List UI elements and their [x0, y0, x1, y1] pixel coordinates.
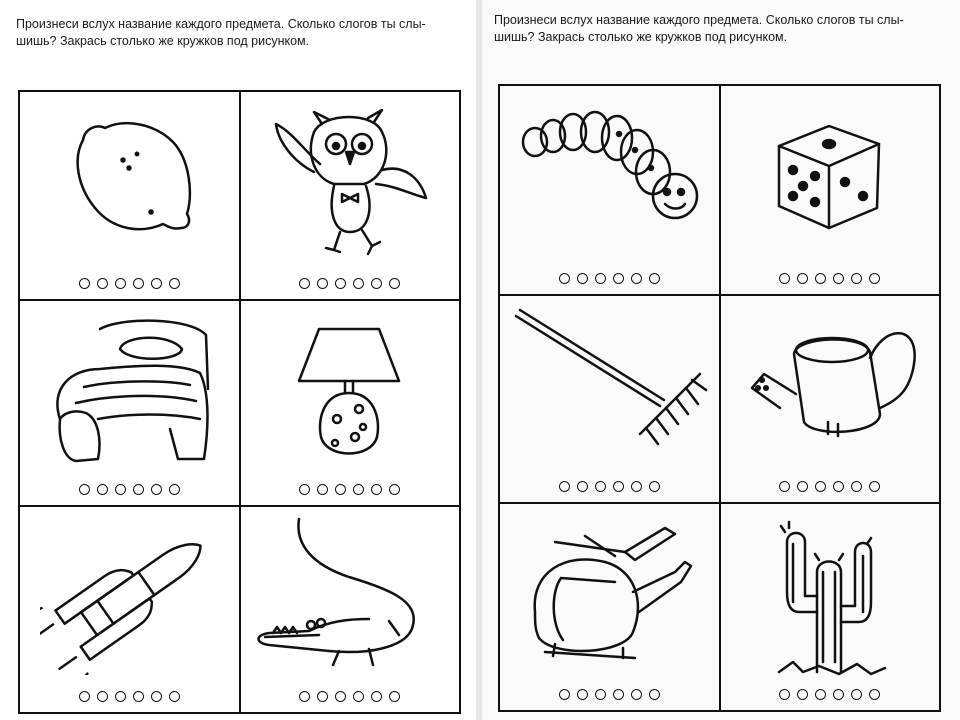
instruction-line-2: шишь? Закрась столько же кружков под рисунком. [494, 30, 788, 44]
syllable-circle[interactable] [577, 481, 588, 492]
syllable-circle[interactable] [851, 273, 862, 284]
syllable-circle[interactable] [317, 278, 328, 289]
syllable-circle[interactable] [779, 689, 790, 700]
syllable-circles [500, 481, 720, 492]
syllable-circle[interactable] [869, 273, 880, 284]
syllable-circle[interactable] [577, 689, 588, 700]
syllable-circle[interactable] [595, 273, 606, 284]
syllable-circle[interactable] [833, 481, 844, 492]
syllable-circles [720, 689, 940, 700]
syllable-circle[interactable] [631, 273, 642, 284]
picture-cell-owl [240, 92, 460, 299]
caterpillar-icon [515, 96, 705, 246]
left-worksheet-page [0, 0, 478, 720]
syllable-circle[interactable] [595, 689, 606, 700]
syllable-circle[interactable] [613, 689, 624, 700]
picture-cell-caterpillar [500, 86, 720, 294]
lamp-icon [279, 309, 419, 469]
picture-cell-bed [20, 299, 240, 506]
syllable-circle[interactable] [815, 273, 826, 284]
syllable-circle[interactable] [851, 481, 862, 492]
syllable-circle[interactable] [151, 484, 162, 495]
syllable-circle[interactable] [299, 278, 310, 289]
syllable-circle[interactable] [133, 484, 144, 495]
syllable-circle[interactable] [649, 481, 660, 492]
syllable-circle[interactable] [779, 481, 790, 492]
picture-cell-cactus [720, 502, 940, 710]
syllable-circles [240, 484, 460, 495]
syllable-circle[interactable] [115, 278, 126, 289]
syllable-circle[interactable] [299, 691, 310, 702]
lemon-icon [55, 102, 205, 252]
syllable-circle[interactable] [833, 689, 844, 700]
syllable-circle[interactable] [317, 484, 328, 495]
syllable-circle[interactable] [389, 278, 400, 289]
syllable-circle[interactable] [133, 278, 144, 289]
bed-icon [40, 309, 220, 469]
syllable-circles [240, 691, 460, 702]
syllable-circle[interactable] [851, 689, 862, 700]
dice-icon [759, 96, 899, 246]
picture-cell-dice [720, 86, 940, 294]
instruction-text [16, 16, 466, 50]
picture-cell-rake [500, 294, 720, 502]
syllable-circle[interactable] [595, 481, 606, 492]
picture-cell-crocodile [240, 505, 460, 712]
instruction-line-2: шишь? Закрась столько же кружков под рисунком. [16, 34, 310, 48]
syllable-circle[interactable] [815, 689, 826, 700]
picture-cell-watering-can [720, 294, 940, 502]
syllable-circle[interactable] [371, 278, 382, 289]
crocodile-icon [249, 515, 449, 675]
syllable-circle[interactable] [97, 278, 108, 289]
syllable-circle[interactable] [797, 689, 808, 700]
syllable-circle[interactable] [169, 484, 180, 495]
syllable-circle[interactable] [115, 484, 126, 495]
syllable-circle[interactable] [79, 484, 90, 495]
syllable-circle[interactable] [649, 273, 660, 284]
syllable-circle[interactable] [353, 278, 364, 289]
syllable-circle[interactable] [869, 689, 880, 700]
right-worksheet-page [482, 0, 960, 720]
syllable-circles [20, 484, 240, 495]
syllable-circle[interactable] [151, 278, 162, 289]
syllable-circle[interactable] [815, 481, 826, 492]
syllable-circle[interactable] [613, 481, 624, 492]
syllable-circles [720, 481, 940, 492]
syllable-circle[interactable] [335, 278, 346, 289]
syllable-circle[interactable] [115, 691, 126, 702]
syllable-circle[interactable] [335, 484, 346, 495]
syllable-circle[interactable] [797, 273, 808, 284]
syllable-circle[interactable] [631, 689, 642, 700]
picture-grid [498, 84, 941, 712]
syllable-circles [500, 689, 720, 700]
syllable-circle[interactable] [797, 481, 808, 492]
syllable-circle[interactable] [169, 691, 180, 702]
picture-grid [18, 90, 461, 714]
syllable-circle[interactable] [169, 278, 180, 289]
helicopter-icon [515, 512, 705, 672]
picture-cell-lamp [240, 299, 460, 506]
syllable-circle[interactable] [353, 691, 364, 702]
syllable-circle[interactable] [79, 691, 90, 702]
syllable-circle[interactable] [97, 484, 108, 495]
syllable-circle[interactable] [577, 273, 588, 284]
syllable-circle[interactable] [317, 691, 328, 702]
syllable-circle[interactable] [371, 691, 382, 702]
syllable-circle[interactable] [559, 689, 570, 700]
syllable-circle[interactable] [353, 484, 364, 495]
syllable-circle[interactable] [389, 691, 400, 702]
instruction-line-1: Произнеси вслух название каждого предмета. Сколько слогов ты слы- [16, 17, 426, 31]
cactus-icon [759, 512, 899, 687]
syllable-circle[interactable] [559, 273, 570, 284]
syllable-circle[interactable] [133, 691, 144, 702]
picture-cell-lemon [20, 92, 240, 299]
owl-icon [264, 102, 434, 257]
syllable-circle[interactable] [371, 484, 382, 495]
syllable-circles [240, 278, 460, 289]
syllable-circle[interactable] [779, 273, 790, 284]
instruction-line-1: Произнеси вслух название каждого предмета. Сколько слогов ты слы- [494, 13, 904, 27]
syllable-circle[interactable] [335, 691, 346, 702]
instruction-text [494, 12, 944, 46]
syllable-circle[interactable] [869, 481, 880, 492]
syllable-circles [20, 691, 240, 702]
rake-icon [510, 304, 710, 464]
rocket-icon [40, 515, 220, 675]
watering-can-icon [734, 304, 924, 464]
syllable-circle[interactable] [613, 273, 624, 284]
picture-cell-rocket [20, 505, 240, 712]
syllable-circle[interactable] [649, 689, 660, 700]
syllable-circle[interactable] [79, 278, 90, 289]
syllable-circle[interactable] [631, 481, 642, 492]
syllable-circles [500, 273, 720, 284]
syllable-circles [20, 278, 240, 289]
syllable-circle[interactable] [559, 481, 570, 492]
syllable-circle[interactable] [389, 484, 400, 495]
syllable-circle[interactable] [833, 273, 844, 284]
syllable-circle[interactable] [97, 691, 108, 702]
syllable-circle[interactable] [151, 691, 162, 702]
syllable-circle[interactable] [299, 484, 310, 495]
picture-cell-helicopter [500, 502, 720, 710]
syllable-circles [720, 273, 940, 284]
